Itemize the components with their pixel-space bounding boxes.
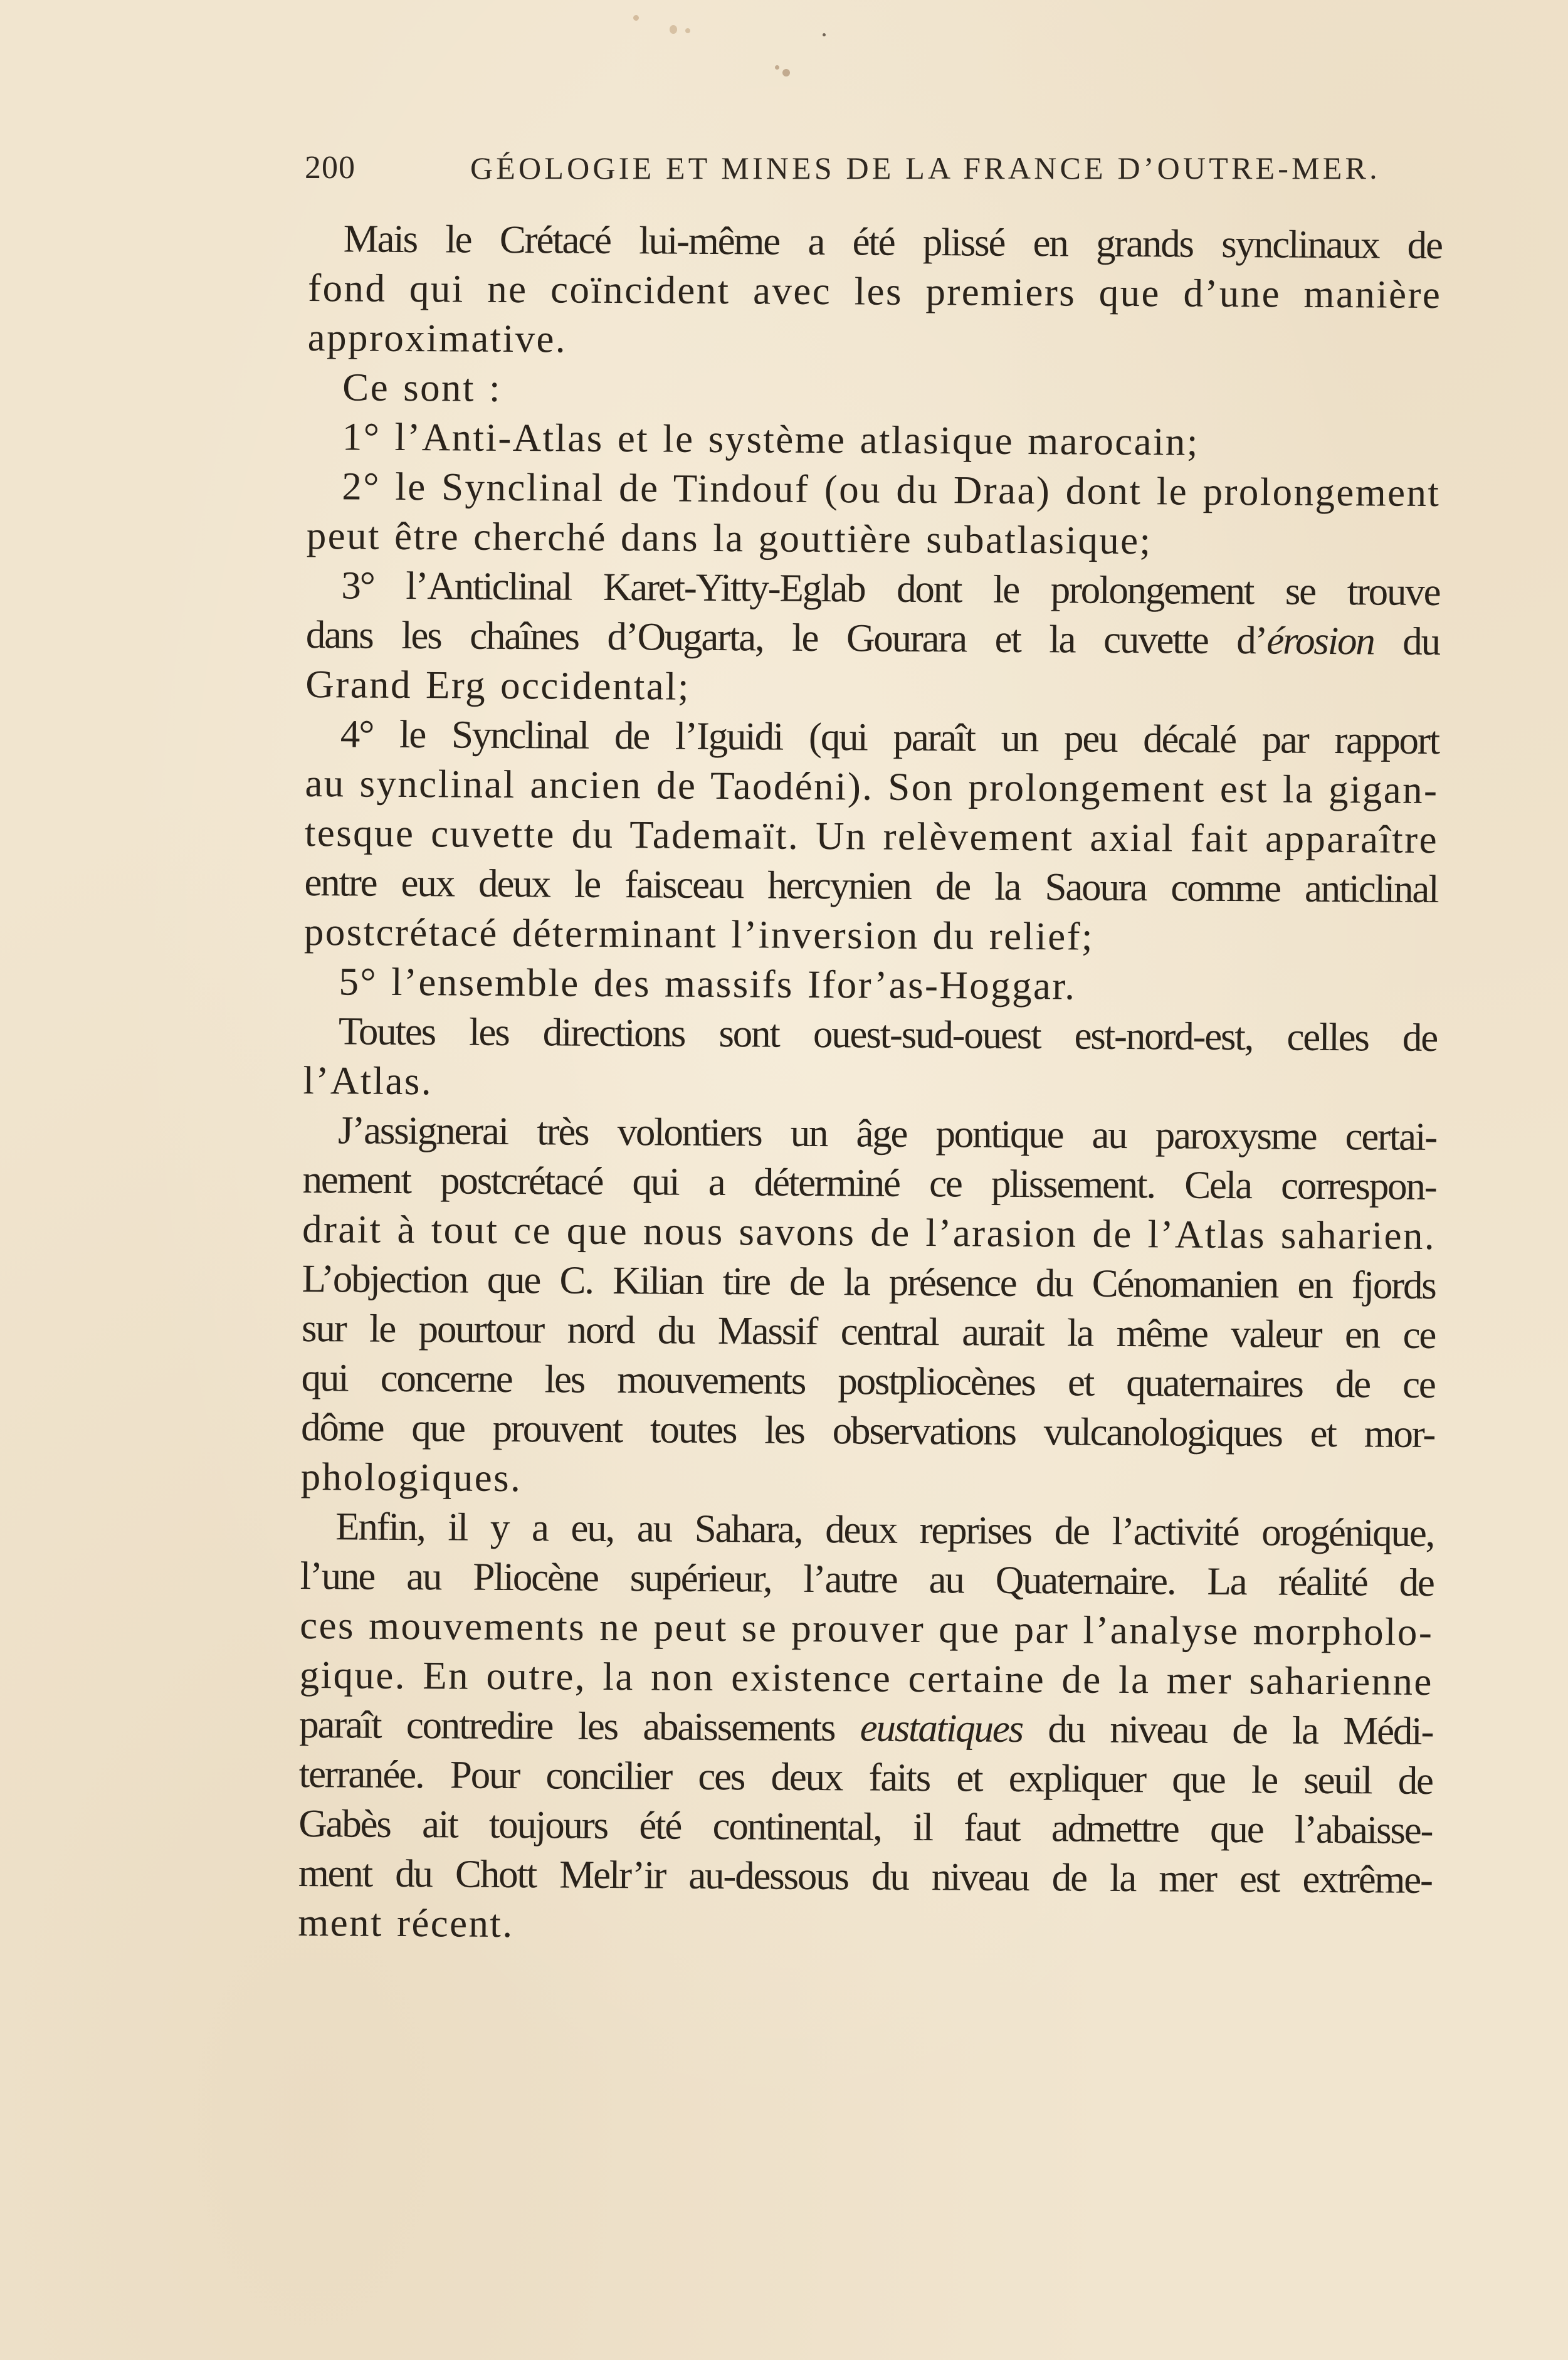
running-header [305, 149, 1381, 187]
text-line: Ce sont : [342, 365, 502, 410]
text-line: Grand Erg occidental; [305, 661, 691, 709]
foxing-speck [775, 65, 779, 70]
text-line: ment récent. [298, 1900, 514, 1946]
text-line: J’assignerai très volontiers un âge pontique au paroxysme certai- [337, 1108, 1437, 1159]
text-line: terranée. Pour concilier ces deux faits et expliquer que le seuil de [298, 1751, 1433, 1803]
text-line: approximative. [307, 315, 567, 361]
page-number: 200 [305, 150, 355, 186]
text-line [306, 610, 1439, 666]
italic-term: érosion [1266, 618, 1374, 663]
text-run: du [1374, 619, 1440, 664]
text-line: l’une au Pliocène supérieur, l’autre au Quaternaire. La réalité de [300, 1553, 1434, 1605]
foxing-speck [823, 33, 826, 36]
text-line: au synclinal ancien de Taodéni). Son prolongement est la gigan- [305, 761, 1439, 813]
text-line: nement postcrétacé qui a déterminé ce plissement. Cela correspon- [302, 1157, 1436, 1209]
text-line: 3° l’Anticlinal Karet-Yitty-Eglab dont le prolongement se trouve [341, 563, 1440, 614]
text-line [299, 1700, 1433, 1756]
text-line: peut être cherché dans la gouttière subatlasique; [306, 513, 1152, 563]
text-run: dans les chaînes d’Ougarta, le Gourara et la cuvette d’ [305, 612, 1267, 663]
text-line: fond qui ne coïncident avec les premiers que d’une manière [308, 265, 1442, 317]
text-line: sur le pourtour nord du Massif central aurait la même valeur en ce [301, 1305, 1436, 1357]
italic-term: eustatiques [860, 1705, 1023, 1751]
text-line: gique. En outre, la non existence certaine de la mer saharienne [299, 1652, 1433, 1704]
text-line: 2° le Synclinal de Tindouf (ou du Draa) dont le prolongement [342, 464, 1441, 515]
running-head-title: GÉOLOGIE ET MINES DE LA FRANCE D’OUTRE-MER. [470, 150, 1381, 186]
text-line: tesque cuvette du Tademaït. Un relèvement axial fait apparaître [304, 810, 1439, 862]
text-line: 5° l’ensemble des massifs Ifor’as-Hoggar. [339, 959, 1076, 1008]
text-line: postcrétacé déterminant l’inversion du relief; [303, 909, 1095, 959]
text-line: L’objection que C. Kilian tire de la présence du Cénomanien en fjords [302, 1256, 1436, 1308]
text-run: du niveau de la Médi- [1022, 1707, 1433, 1753]
body-text [298, 214, 1442, 1954]
text-line: l’Atlas. [303, 1058, 433, 1104]
text-line: drait à tout ce que nous savons de l’arasion de l’Atlas saharien. [302, 1206, 1436, 1258]
text-line: 1° l’Anti-Atlas et le système atlasique marocain; [342, 414, 1199, 464]
foxing-speck [782, 69, 790, 76]
text-line: phologiques. [300, 1454, 522, 1500]
text-line: qui concerne les mouvements postpliocènes et quaternaires de ce [301, 1355, 1435, 1407]
foxing-speck [685, 28, 690, 33]
text-line: ment du Chott Melr’ir au-dessous du niveau de la mer est extrême- [298, 1850, 1433, 1902]
text-line: Gabès ait toujours été continental, il faut admettre que l’abaisse- [298, 1801, 1433, 1852]
text-line: entre eux deux le faisceau hercynien de la Saoura comme anticlinal [304, 860, 1438, 912]
text-line: Toutes les directions sont ouest-sud-ouest est-nord-est, celles de [338, 1009, 1438, 1060]
text-line: Mais le Crétacé lui-même a été plissé en grands synclinaux de [343, 216, 1442, 268]
foxing-speck [633, 15, 639, 21]
text-run: paraît contredire les abaissements [299, 1702, 860, 1750]
text-line: ces mouvements ne peut se prouver que par l’analyse morpholo- [300, 1603, 1434, 1655]
text-line: dôme que prouvent toutes les observations vulcanologiques et mor- [300, 1404, 1435, 1457]
foxing-speck [670, 25, 677, 34]
text-line: 4° le Synclinal de l’Iguidi (qui paraît un peu décalé par rapport [340, 712, 1439, 763]
text-line: Enfin, il y a eu, au Sahara, deux reprises de l’activité orogénique, [335, 1504, 1434, 1556]
